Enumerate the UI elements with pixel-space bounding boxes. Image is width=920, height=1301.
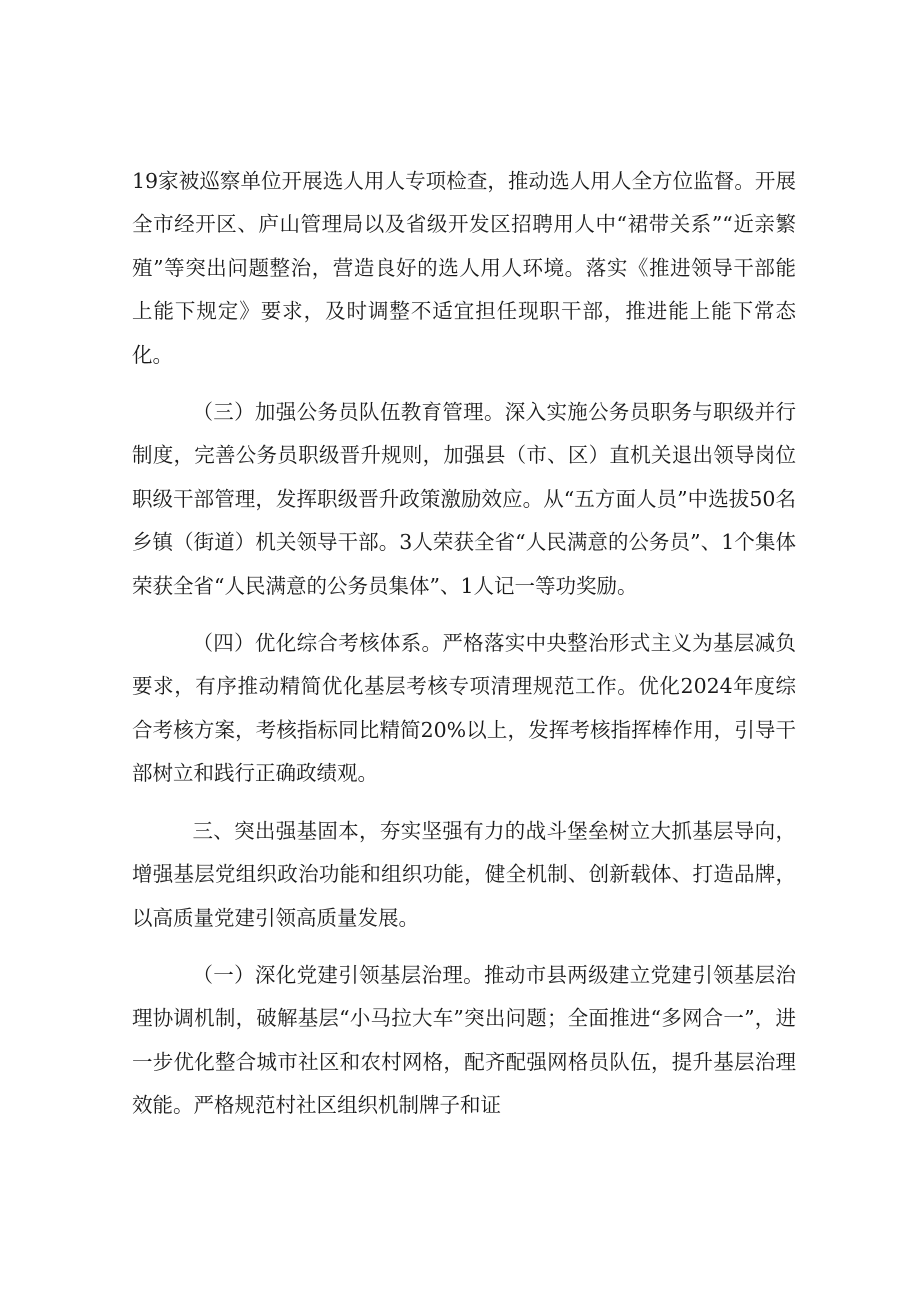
paragraph-continuation: 19家被巡察单位开展选人用人专项检查，推动选人用人全方位监督。开展全市经开区、庐山管理局以及省级开发区招聘用人中“裙带关系”“近亲繁殖”等突出问题整治，营造良好的选人用人环境。落实《推进领导干部能上能下规定》要求，及时调整不适宜担任现职干部，推进能上能下常态化。 (132, 169, 796, 367)
paragraph-section-three-heading: 三、突出强基固本，夯实坚强有力的战斗堡垒树立大抓基层导向，增强基层党组织政治功能和组织功能，健全机制、创新载体、打造品牌，以高质量党建引领高质量发展。 (132, 818, 796, 930)
paragraph-grassroots-governance: （一）深化党建引领基层治理。推动市县两级建立党建引领基层治理协调机制，破解基层“小马拉大车”突出问题；全面推进“多网合一”，进一步优化整合城市社区和农村网格，配齐配强网格员队伍，提升基层治理效能。严格规范村社区组织机制牌子和证 (132, 962, 796, 1118)
paragraph-civil-servant-management: （三）加强公务员队伍教育管理。深入实施公务员职务与职级并行制度，完善公务员职级晋升规则，加强县（市、区）直机关退出领导岗位职级干部管理，发挥职级晋升政策激励效应。从“五方面人员”中选拔50名乡镇（街道）机关领导干部。3人荣获全省“人民满意的公务员”、1个集体荣获全省“人民满意的公务员集体”、1人记一等功奖励。 (132, 400, 796, 598)
document-body (132, 160, 796, 1128)
paragraph-assessment-system: （四）优化综合考核体系。严格落实中央整治形式主义为基层减负要求，有序推动精简优化基层考核专项清理规范工作。优化2024年度综合考核方案，考核指标同比精简20%以上，发挥考核指挥棒作用，引导干部树立和践行正确政绩观。 (132, 631, 796, 786)
